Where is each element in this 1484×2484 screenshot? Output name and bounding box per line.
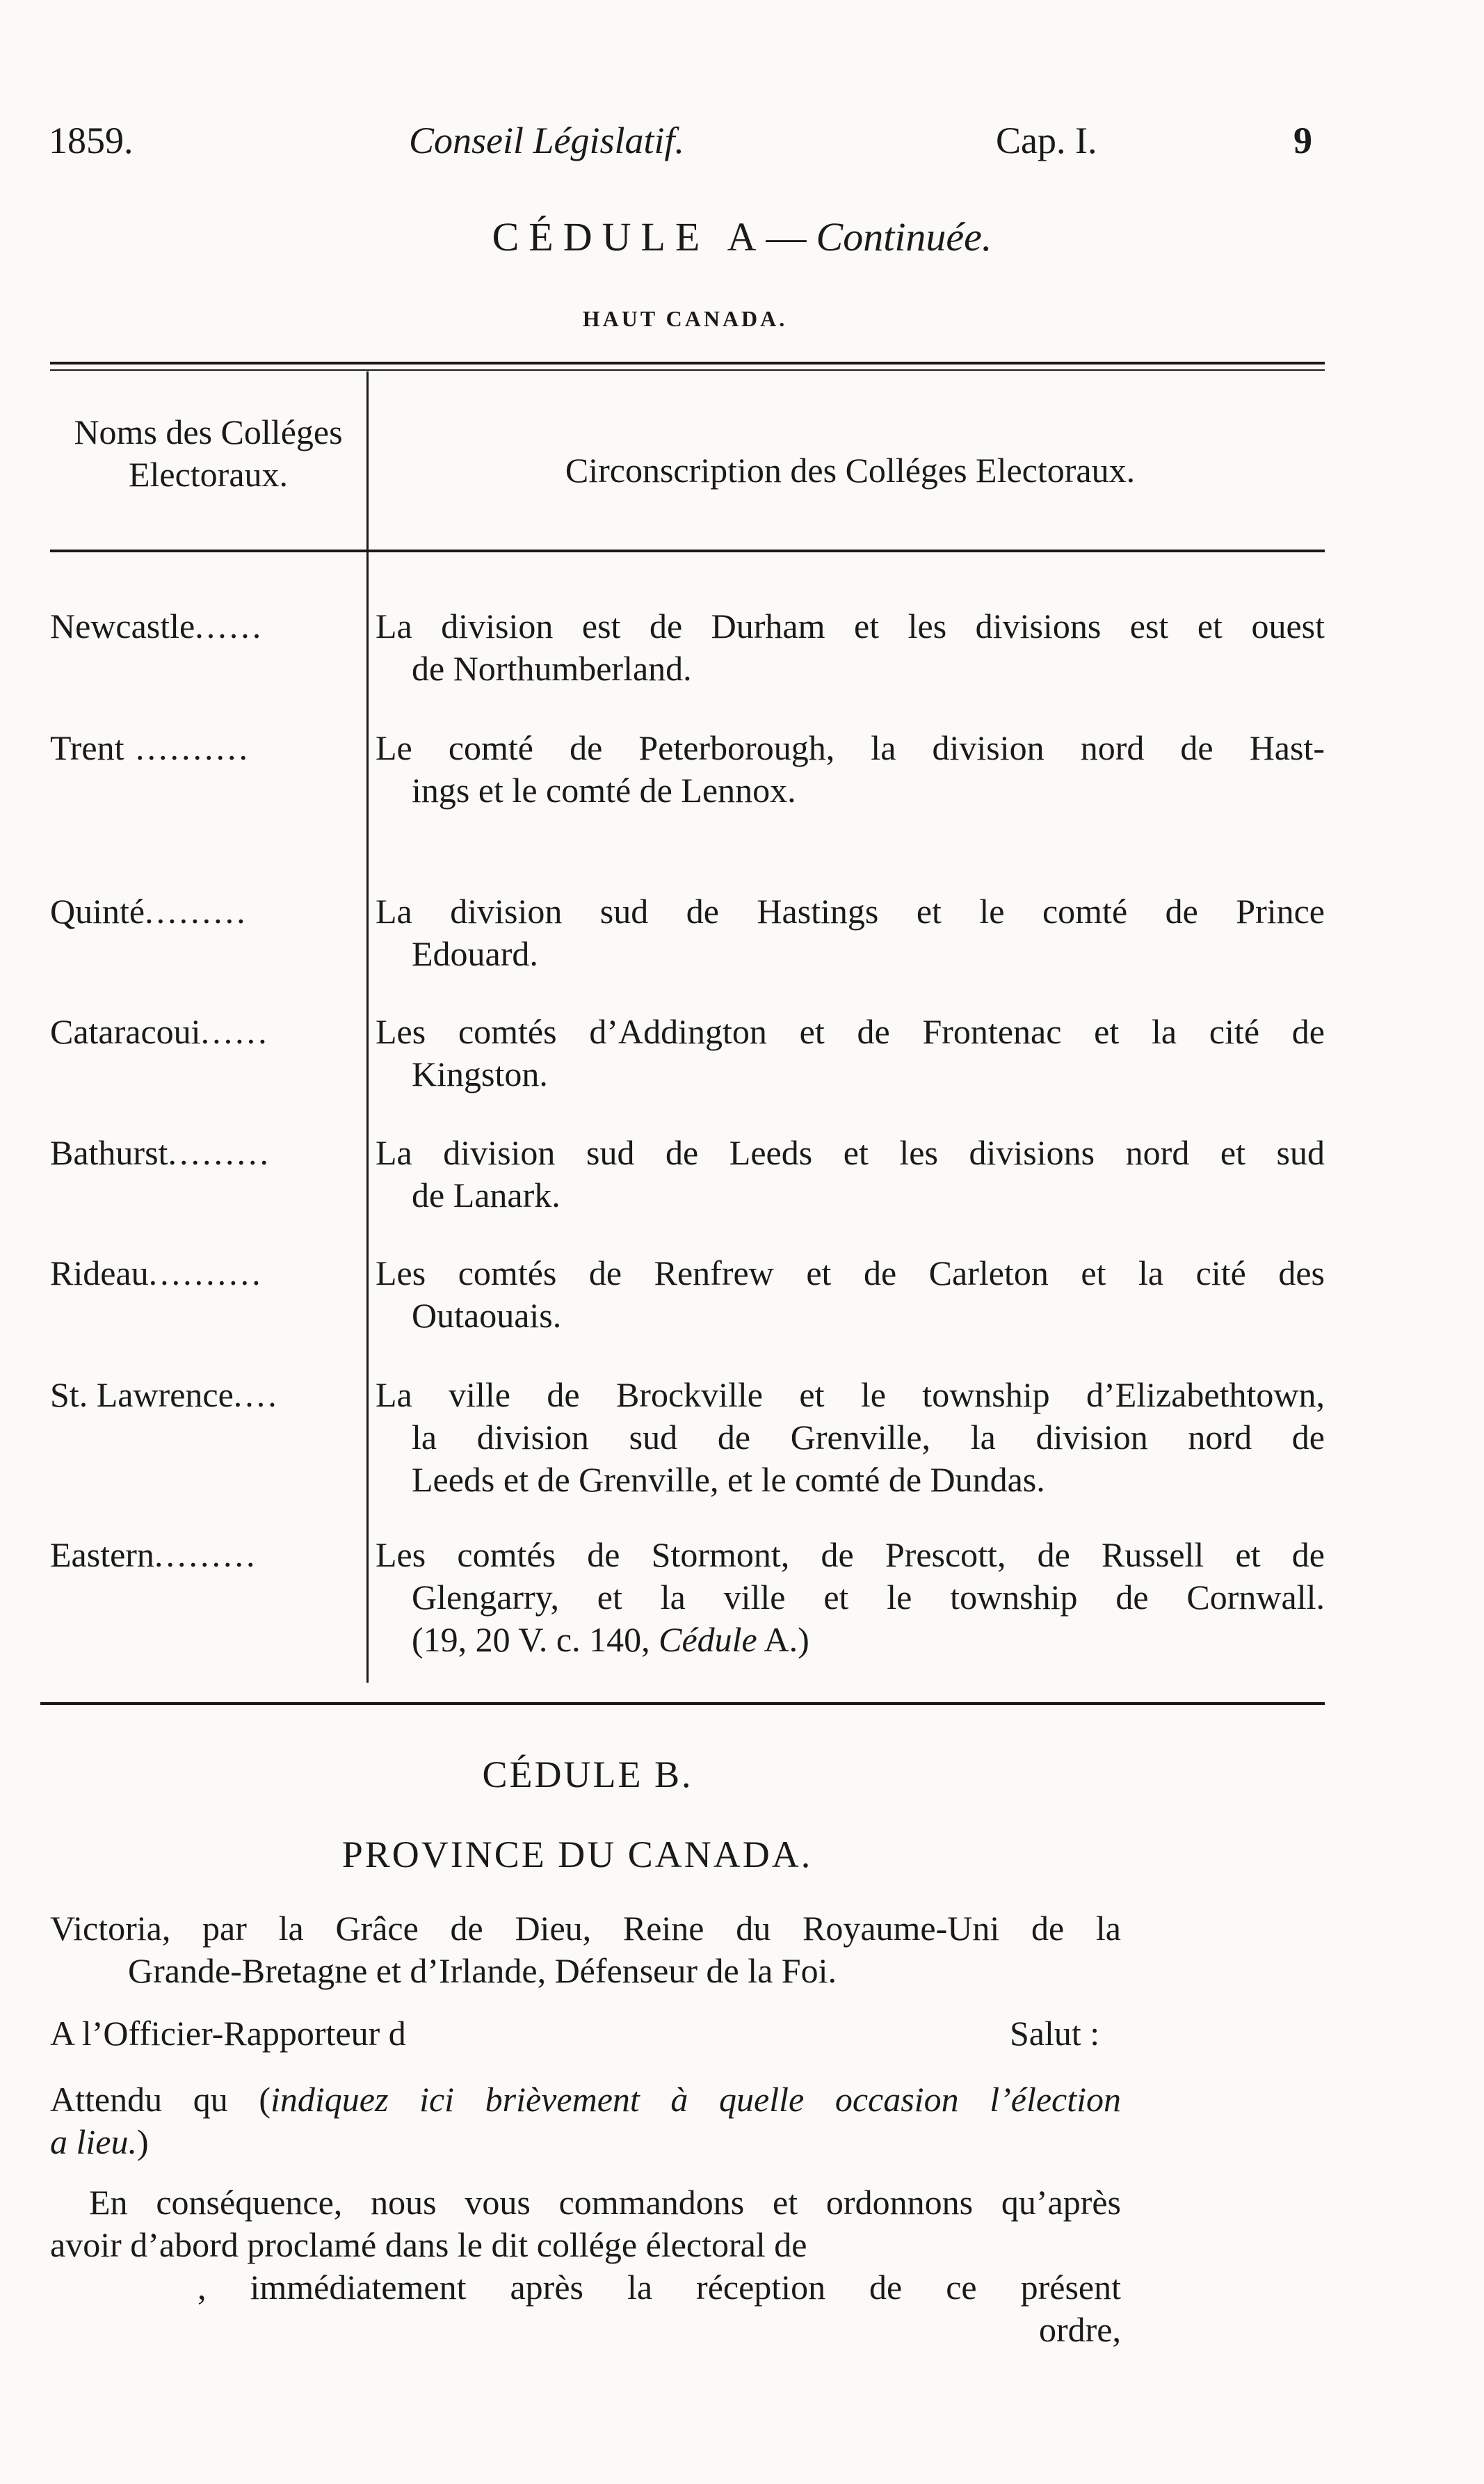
table-bottom-rule — [40, 1702, 1325, 1705]
schedule-a-subtitle: HAUT CANADA. — [582, 306, 788, 331]
schedule-a-title: CÉDULE A—Continuée. — [492, 214, 992, 259]
college-name: Newcastle...... — [50, 607, 264, 646]
college-circonscription: La division sud de Leeds et les divisions nord et sud de Lanark. — [376, 1133, 1325, 1215]
college-circonscription: La division est de Durham et les divisions est et ouest de Northumberland. — [376, 607, 1325, 688]
college-name: St. Lawrence.... — [50, 1375, 280, 1414]
writ-whereas: Attendu qu (indiquez ici brièvement à quelle occasion l’élection a lieu.) — [50, 2080, 1121, 2161]
header-chapter: Cap. I. — [996, 120, 1097, 161]
column-header-circonscription: Circonscription des Colléges Electoraux. — [565, 451, 1136, 490]
college-name: Eastern......... — [50, 1535, 258, 1574]
college-circonscription: Le comté de Peterborough, la division nord de Hast- ings et le comté de Lennox. — [376, 728, 1325, 810]
schedule-b-title: CÉDULE B. — [482, 1754, 693, 1795]
table-column-divider — [366, 371, 369, 1683]
table-top-rule-thin — [50, 369, 1325, 371]
table-header-rule — [50, 550, 1325, 552]
citation: (19, 20 V. c. 140, Cédule A.) — [412, 1620, 809, 1659]
college-name: Cataracoui...... — [50, 1012, 270, 1051]
college-name: Quinté......... — [50, 892, 248, 931]
college-name: Rideau.......... — [50, 1253, 264, 1292]
writ-paragraph: En conséquence, nous vous commandons et ordonnons qu’après avoir d’abord proclamé dans le dit collége électoral de , immédiatement après la réception de ce présent ordre, — [50, 2183, 1121, 2349]
header-title: Conseil Législatif. — [409, 120, 685, 161]
writ-salut: Salut : — [1010, 2014, 1100, 2053]
college-circonscription: Les comtés de Renfrew et de Carleton et la cité des Outaouais. — [376, 1253, 1325, 1335]
college-circonscription: La division sud de Hastings et le comté de Prince Edouard. — [376, 892, 1325, 973]
page-number: 9 — [1293, 120, 1312, 161]
college-name: Trent .......... — [50, 728, 251, 767]
college-circonscription: Les comtés de Stormont, de Prescott, de Russell et de Glengarry, et la ville et le township de Cornwall. (19, 20 V. c. 140, Cédule A.) — [376, 1534, 1325, 1661]
college-circonscription: Les comtés d’Addington et de Frontenac et la cité de Kingston. — [376, 1012, 1325, 1093]
header-year: 1859. — [49, 120, 134, 161]
college-name: Bathurst......... — [50, 1133, 271, 1172]
college-circonscription: La ville de Brockville et le township d’Elizabethtown, la division sud de Grenville, la division nord de Leeds et de Grenville, et le comté de Dundas. — [376, 1375, 1325, 1499]
table-top-rule — [50, 362, 1325, 364]
writ-address: A l’Officier-Rapporteur d — [50, 2014, 406, 2053]
writ-intro: Victoria, par la Grâce de Dieu, Reine du Royaume-Uni de la Grande-Bretagne et d’Irlande, Défenseur de la Foi. — [50, 1909, 1121, 1990]
column-header-names: Noms des Colléges Electoraux. — [74, 412, 343, 494]
schedule-b-province: PROVINCE DU CANADA. — [341, 1834, 813, 1875]
